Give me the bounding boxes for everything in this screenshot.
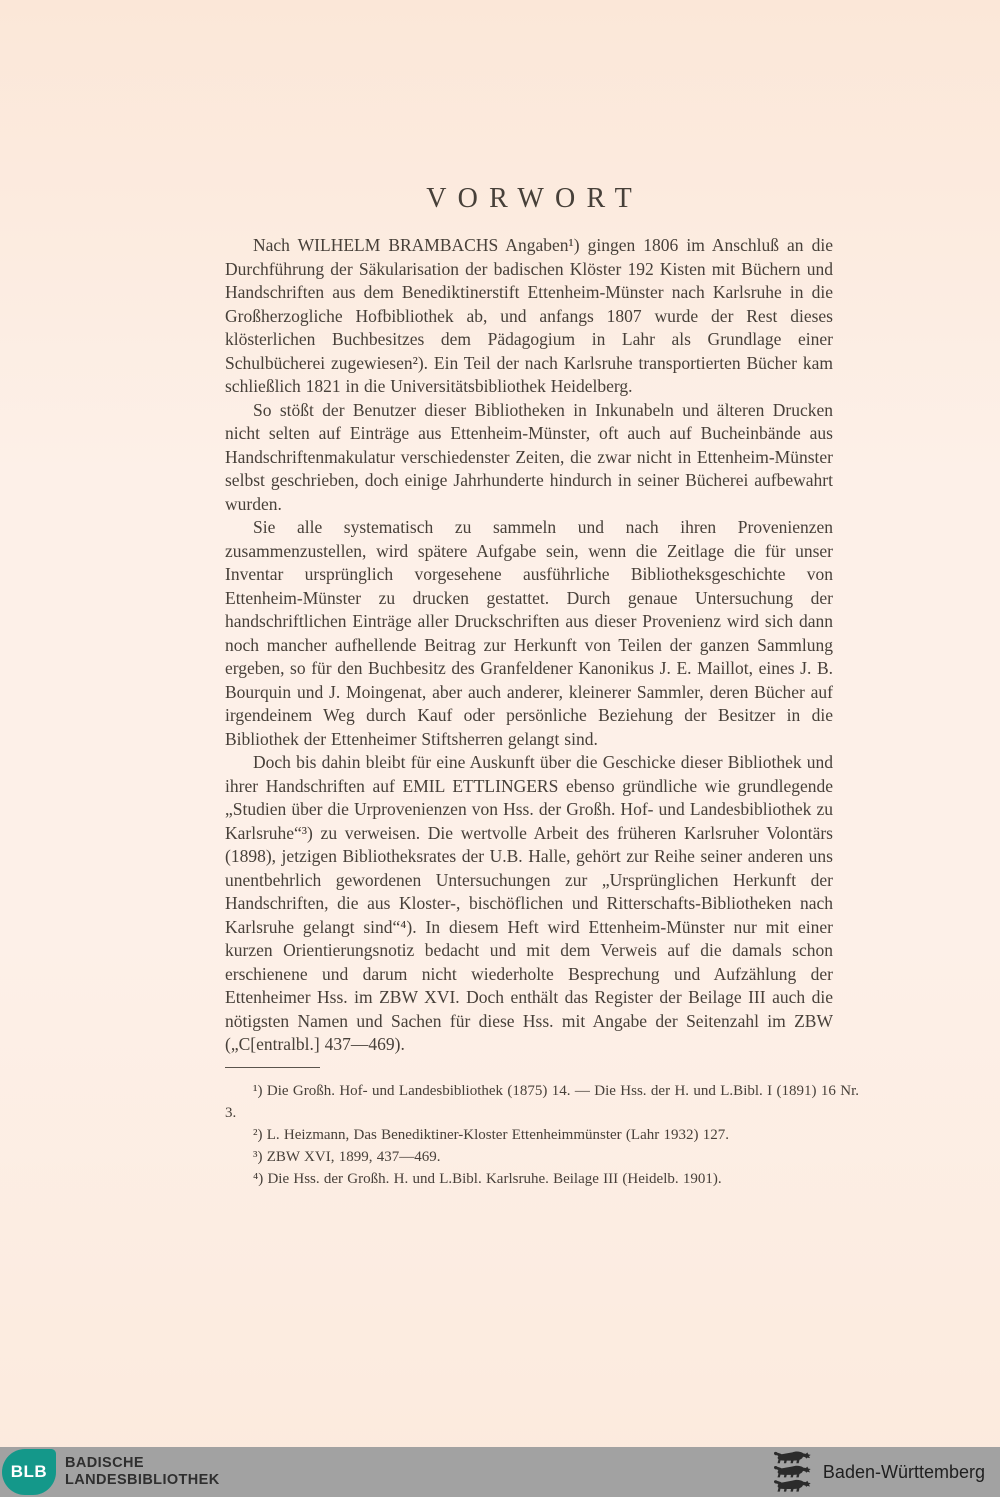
three-lions-icon	[773, 1450, 813, 1494]
footnotes-section	[225, 1080, 859, 1190]
blb-logo-icon	[2, 1449, 56, 1495]
paragraph-3: Sie alle systematisch zu sammeln und nach ihren Provenienzen zusammenzustellen, wird spätere Aufgabe sein, wenn die Zeitlage die für unser Inventar ursprünglich vorgesehene ausführliche Bibliotheksgeschichte von Ettenheim-Münster zu drucken gestattet. Durch genaue Untersuchung der handschriftlichen Einträge aller Druckschriften aus dieser Provenienz wird sich dann noch mancher aufhellende Beitrag zur Herkunft von Teilen der ganzen Sammlung ergeben, so für den Buchbesitz des Granfeldener Kanonikus J. E. Maillot, eines J. B. Bourquin und J. Moingenat, aber auch anderer, kleinerer Sammler, deren Bücher auf irgendeinem Weg durch Kauf oder persönliche Beziehung der Besitzer in die Bibliothek der Ettenheimer Stiftsherren gelangt sind.	[225, 517, 833, 749]
state-branding	[773, 1450, 985, 1494]
paragraph-4: Doch bis dahin bleibt für eine Auskunft über die Geschicke dieser Bibliothek und ihrer Handschriften auf EMIL ETTLINGERS ebenso gründliche wie grundlegende „Studien über die Urprovenienzen von Hss. der Großh. Hof- und Landesbibliothek zu Karlsruhe“³) zu verweisen. Die wertvolle Arbeit des früheren Karlsruher Volontärs (1898), jetzigen Bibliotheksrates der U.B. Halle, gehört zur Reihe seiner anderen uns unentbehrlich gewordenen Untersuchungen zur „Ursprünglichen Herkunft der Handschriften, die aus Kloster-, bischöflichen und Ritterschafts-Bibliotheken nach Karlsruhe gelangt sind“⁴). In diesem Heft wird Ettenheim-Münster nur mit einer kurzen Orientierungsnotiz bedacht und mit dem Verweis auf die damals schon erschienene und darum nicht wiederholte Besprechung und Aufzählung der Ettenheimer Hss. im ZBW XVI. Doch enthält das Register der Beilage III auch die nötigsten Namen und Sachen für diese Hss. mit Angabe der Seitenzahl im ZBW („C[entralbl.] 437—469).	[225, 752, 833, 1054]
paragraph-1: Nach WILHELM BRAMBACHS Angaben¹) gingen 1806 im Anschluß an die Durchführung der Säkularisation der badischen Klöster 192 Kisten mit Büchern und Handschriften aus dem Benediktinerstift Ettenheim-Münster nach Karlsruhe in die Großherzogliche Hofbibliothek ab, und anfangs 1807 wurde der Rest dieses klösterlichen Buchbesitzes dem Pädagogium in Lahr als Grundlage einer Schulbücherei zugewiesen²). Ein Teil der nach Karlsruhe transportierten Bücher kam schließlich 1821 in die Universitätsbibliothek Heidelberg.	[225, 235, 833, 396]
state-name-label: Baden-Württemberg	[822, 1461, 985, 1482]
library-branding-left	[0, 1447, 220, 1497]
text-column	[225, 183, 859, 1190]
library-name-line1: BADISCHE	[65, 1455, 144, 1471]
library-name	[65, 1455, 220, 1489]
footnote-1: ¹) Die Großh. Hof- und Landesbibliothek (1875) 14. — Die Hss. der H. und L.Bibl. I (1891) 16 Nr. 3.	[225, 1082, 859, 1121]
paragraph-2: So stößt der Benutzer dieser Bibliotheken in Inkunabeln und älteren Drucken nicht selten auf Einträge aus Ettenheim-Münster, oft auch auf Bucheinbände aus Handschriftenmakulatur verschiedenster Zeiten, die zwar nicht in Ettenheim-Münster selbst geschrieben, doch einige Jahrhunderte hindurch in seiner Bücherei aufbewahrt wurden.	[225, 399, 833, 514]
footnote-2: ²) L. Heizmann, Das Benediktiner-Kloster Ettenheimmünster (Lahr 1932) 127.	[253, 1126, 729, 1143]
page-title: VORWORT	[426, 183, 643, 214]
library-branding-bar	[0, 1447, 1000, 1497]
footnote-separator	[225, 1067, 320, 1068]
footnote-3: ³) ZBW XVI, 1899, 437—469.	[253, 1148, 441, 1165]
blb-logo-text: BLB	[10, 1462, 48, 1481]
footnote-4: ⁴) Die Hss. der Großh. H. und L.Bibl. Karlsruhe. Beilage III (Heidelb. 1901).	[253, 1170, 722, 1187]
library-name-line2: LANDESBIBLIOTHEK	[65, 1472, 220, 1488]
